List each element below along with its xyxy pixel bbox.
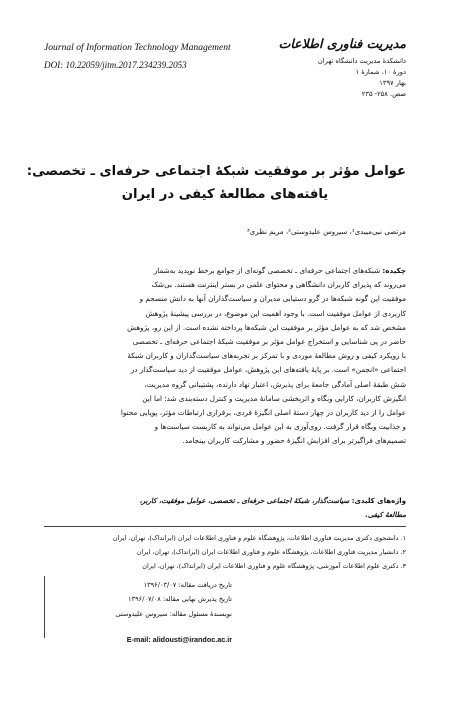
author-list: مرتضی نبی‌میبدی¹، سیروس علیدوستی²، مریم نظری³	[246, 227, 406, 236]
abstract	[44, 264, 406, 449]
title-line-1: عوامل مؤثر بر موفقیت شبکۀ اجتماعی حرفه‌ای ـ تخصصی:	[26, 164, 406, 179]
abstract-line: کاربردی از عوامل موفقیت است. با وجود اهمیت این موضوع، در بررسی پیشینۀ پژوهش	[145, 308, 406, 318]
issue-meta	[318, 56, 406, 100]
meta-volume: دورۀ ۱۰، شمارۀ ۱	[355, 68, 406, 76]
abstract-line: با رویکرد کیفی و روش مطالعۀ موردی و با تمرکز بر تجربه‌های سیاست‌گذاران و کاربران شبکۀ	[127, 351, 406, 361]
journal-header	[44, 36, 406, 114]
abstract-line: اجتماعی «انجمن» است. بر پایۀ یافته‌های این پژوهش، عوامل موفقیت از دید سیاست‌گذار در	[130, 365, 406, 375]
abstract-line: عوامل را از دید کاربران در چهار دستۀ اصلی انگیزۀ فردی، برقراری ارتباطات مؤثر، پویایی محتوا	[120, 408, 406, 418]
received-date: تاریخ دریافت مقاله: ۱۳۹۶/۰۳/۰۷	[143, 581, 232, 589]
footnote-1: ۱. دانشجوی دکتری مدیریت فناوری اطلاعات، پژوهشگاه علوم و فناوری اطلاعات ایران (ایرانداک)، تهران، ایران	[112, 534, 406, 542]
keywords-line: واژه‌های کلیدی: سیاست‌گذار، شبکۀ اجتماعی حرفه‌ای ـ تخصصی، عوامل موفقیت، کاربر،	[139, 497, 406, 505]
abstract-line: انگیزش کاربران، کارایی وبگاه و اثربخشی سامانۀ مدیریت و کنترل دسته‌بندی شد؛ اما این	[142, 393, 406, 403]
affiliation-footnotes	[44, 531, 406, 573]
meta-faculty: دانشکدۀ مدیریت دانشگاه تهران	[317, 57, 406, 65]
keywords-line: مطالعۀ کیفی.	[365, 510, 406, 519]
abstract-label: چکیده:	[382, 266, 406, 275]
abstract-line: چکیده: شبکه‌های اجتماعی حرفه‌ای ـ تخصصی گونه‌ای از جوامع برخط نوپدید به‌شمار	[153, 266, 406, 275]
journal-name-english: Journal of Information Technology Management	[44, 42, 231, 53]
paper-title	[26, 160, 406, 206]
title-line-2: یافته‌های مطالعۀ کیفی در ایران	[121, 187, 329, 202]
abstract-line: موفقیت این گونه شبکه‌ها در گرو دستیابی مدیران و سیاست‌گذاران آنها به دانش منسجم و	[139, 294, 406, 304]
footnote-divider	[44, 526, 406, 527]
article-info	[44, 578, 232, 621]
abstract-line: و جذابیت وبگاه قرار گرفت. روی‌آوری به این عوامل می‌تواند به کاربست سیاست‌ها و	[154, 422, 406, 432]
meta-season: بهار ۱۳۹۷	[379, 79, 406, 87]
author-email[interactable]: E-mail: alidousti@irandoc.ac.ir	[126, 635, 232, 644]
footnote-3: ۳. دکتری علوم اطلاعات آموزشی، پژوهشگاه علوم و فناوری اطلاعات ایران (ایرانداک)، تهران، ایران	[142, 562, 406, 570]
doi-text[interactable]: DOI: 10.22059/jitm.2017.234239.2053	[44, 60, 187, 70]
abstract-line: می‌روند که پذیرای کاربران دانشگاهی و محتوای علمی در بستر اینترنت هستند. بی‌شک	[151, 280, 406, 290]
abstract-line: مشخص شد که به عوامل مؤثر بر موفقیت این شبکه‌ها پرداخته نشده است. از این رو، پژوهش	[127, 322, 406, 332]
journal-logo: مدیریت فناوری اطلاعات	[278, 36, 406, 51]
abstract-line: تصمیم‌های فراگیرتر برای افزایش انگیزۀ حضور و مشارکت کاربران بینجامد.	[182, 436, 406, 446]
keywords	[44, 495, 406, 522]
meta-pages: صص. ۲۵۸- ۲۳۵	[361, 90, 406, 98]
accepted-date: تاریخ پذیرش نهایی مقاله: ۱۳۹۶/۰۷/۰۸	[128, 595, 232, 604]
keywords-label: واژه‌های کلیدی:	[351, 497, 406, 505]
footnote-2: ۲. دانشیار مدیریت فناوری اطلاعات، پژوهشگاه علوم و فناوری اطلاعات ایران (ایرانداک)، تهران، ایران	[136, 548, 406, 556]
abstract-line: حاضر در پی شناسایی و استخراج عوامل مؤثر بر موفقیت شبکۀ اجتماعی حرفه‌ای ـ تخصصی	[132, 337, 406, 347]
corresponding-author: نویسندۀ مسئول مقاله: سیروس علیدوستی	[115, 609, 232, 618]
abstract-line: شش طبقۀ اصلی آمادگی جامعۀ برای پذیرش، اعتبار نهاد دارنده، پشتیبانی گروه مدیریت،	[144, 379, 406, 389]
